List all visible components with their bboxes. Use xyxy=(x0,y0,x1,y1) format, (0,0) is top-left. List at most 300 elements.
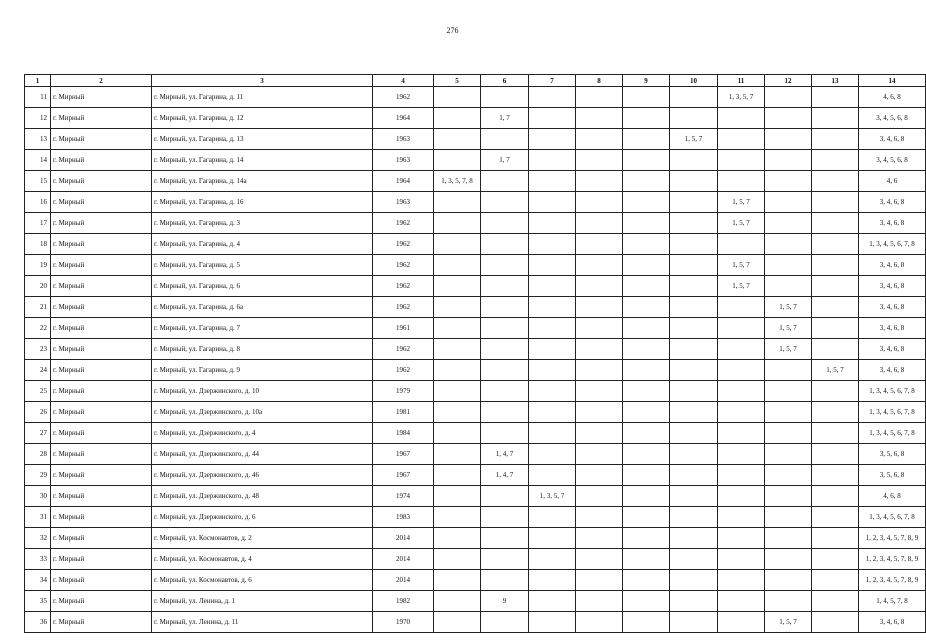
table-cell-col-13 xyxy=(812,528,859,549)
table-cell-col-5 xyxy=(434,150,481,171)
table-cell-col-1: 26 xyxy=(25,402,51,423)
table-cell-col-10 xyxy=(670,276,718,297)
table-cell-col-14: 3, 4, 5, 6, 8 xyxy=(859,108,926,129)
table-cell-col-12 xyxy=(765,129,812,150)
table-cell-col-3: г. Мирный, ул. Гагарина, д. 12 xyxy=(152,108,373,129)
table-cell-col-14: 3, 4, 6, 8 xyxy=(859,612,926,633)
table-cell-col-1: 17 xyxy=(25,213,51,234)
table-cell-col-5 xyxy=(434,255,481,276)
table-cell-col-14: 3, 4, 5, 6, 8 xyxy=(859,150,926,171)
column-header-14: 14 xyxy=(859,75,926,87)
table-cell-col-13 xyxy=(812,297,859,318)
table-cell-col-11 xyxy=(718,108,765,129)
table-cell-col-9 xyxy=(623,486,670,507)
table-cell-col-10 xyxy=(670,465,718,486)
table-cell-col-3: г. Мирный, ул. Дзержинского, д. 48 xyxy=(152,486,373,507)
table-cell-col-11 xyxy=(718,171,765,192)
table-cell-col-1: 28 xyxy=(25,444,51,465)
table-cell-col-4: 1962 xyxy=(373,297,434,318)
table-cell-col-8 xyxy=(576,339,623,360)
table-cell-col-4: 1962 xyxy=(373,234,434,255)
table-cell-col-2: г. Мирный xyxy=(51,192,152,213)
table-cell-col-5 xyxy=(434,444,481,465)
table-cell-col-10 xyxy=(670,318,718,339)
table-cell-col-2: г. Мирный xyxy=(51,465,152,486)
table-row xyxy=(25,192,926,213)
table-cell-col-2: г. Мирный xyxy=(51,591,152,612)
table-cell-col-3: г. Мирный, ул. Гагарина, д. 13 xyxy=(152,129,373,150)
table-cell-col-5 xyxy=(434,108,481,129)
table-cell-col-14: 1, 2, 3, 4, 5, 7, 8, 9 xyxy=(859,528,926,549)
table-row xyxy=(25,570,926,591)
table-cell-col-12 xyxy=(765,213,812,234)
table-row xyxy=(25,360,926,381)
table-cell-col-3: г. Мирный, ул. Ленина, д. 1 xyxy=(152,591,373,612)
table-cell-col-6 xyxy=(481,192,529,213)
table-cell-col-12 xyxy=(765,192,812,213)
table-cell-col-2: г. Мирный xyxy=(51,150,152,171)
table-cell-col-1: 27 xyxy=(25,423,51,444)
table-cell-col-14: 1, 2, 3, 4, 5, 7, 8, 9 xyxy=(859,549,926,570)
table-cell-col-13 xyxy=(812,486,859,507)
table-cell-col-2: г. Мирный xyxy=(51,549,152,570)
table-row xyxy=(25,528,926,549)
table-cell-col-2: г. Мирный xyxy=(51,129,152,150)
table-cell-col-6 xyxy=(481,570,529,591)
column-header-7: 7 xyxy=(529,75,576,87)
table-cell-col-7 xyxy=(529,465,576,486)
table-cell-col-6 xyxy=(481,339,529,360)
table-cell-col-2: г. Мирный xyxy=(51,444,152,465)
table-cell-col-1: 33 xyxy=(25,549,51,570)
table-cell-col-5: 1, 3, 5, 7, 8 xyxy=(434,171,481,192)
table-cell-col-2: г. Мирный xyxy=(51,255,152,276)
table-cell-col-14: 4, 6 xyxy=(859,171,926,192)
table-cell-col-9 xyxy=(623,402,670,423)
table-cell-col-10 xyxy=(670,213,718,234)
table-cell-col-5 xyxy=(434,528,481,549)
table-cell-col-13 xyxy=(812,507,859,528)
table-cell-col-14: 3, 4, 6, 8 xyxy=(859,276,926,297)
table-cell-col-13 xyxy=(812,423,859,444)
table-cell-col-12 xyxy=(765,255,812,276)
table-row xyxy=(25,591,926,612)
table-cell-col-1: 20 xyxy=(25,276,51,297)
table-cell-col-8 xyxy=(576,276,623,297)
table-cell-col-5 xyxy=(434,297,481,318)
table-cell-col-8 xyxy=(576,465,623,486)
table-cell-col-13: 1, 5, 7 xyxy=(812,360,859,381)
table-cell-col-12 xyxy=(765,381,812,402)
table-cell-col-2: г. Мирный xyxy=(51,318,152,339)
table-cell-col-10 xyxy=(670,255,718,276)
table-cell-col-13 xyxy=(812,381,859,402)
table-cell-col-8 xyxy=(576,360,623,381)
table-cell-col-6 xyxy=(481,486,529,507)
table-row xyxy=(25,129,926,150)
table-cell-col-4: 2014 xyxy=(373,570,434,591)
table-cell-col-5 xyxy=(434,339,481,360)
table-row xyxy=(25,171,926,192)
table-row xyxy=(25,276,926,297)
table-cell-col-9 xyxy=(623,381,670,402)
table-cell-col-14: 3, 4, 6, 8 xyxy=(859,129,926,150)
table-cell-col-11 xyxy=(718,591,765,612)
table-cell-col-6 xyxy=(481,528,529,549)
table-cell-col-2: г. Мирный xyxy=(51,108,152,129)
table-cell-col-5 xyxy=(434,507,481,528)
table-cell-col-5 xyxy=(434,192,481,213)
table-cell-col-11 xyxy=(718,234,765,255)
table-cell-col-6 xyxy=(481,213,529,234)
table-cell-col-9 xyxy=(623,108,670,129)
table-cell-col-3: г. Мирный, ул. Гагарина, д. 14а xyxy=(152,171,373,192)
table-cell-col-13 xyxy=(812,612,859,633)
table-cell-col-7 xyxy=(529,150,576,171)
table-cell-col-10 xyxy=(670,87,718,108)
table-cell-col-10 xyxy=(670,381,718,402)
table-cell-col-6: 1, 7 xyxy=(481,150,529,171)
table-cell-col-4: 1970 xyxy=(373,612,434,633)
column-header-5: 5 xyxy=(434,75,481,87)
table-cell-col-8 xyxy=(576,192,623,213)
table-cell-col-1: 11 xyxy=(25,87,51,108)
table-cell-col-10 xyxy=(670,402,718,423)
table-cell-col-14: 1, 4, 5, 7, 8 xyxy=(859,591,926,612)
table-cell-col-9 xyxy=(623,276,670,297)
table-cell-col-8 xyxy=(576,318,623,339)
table-cell-col-4: 1979 xyxy=(373,381,434,402)
table-cell-col-4: 1963 xyxy=(373,129,434,150)
table-row xyxy=(25,234,926,255)
table-cell-col-10 xyxy=(670,297,718,318)
table-cell-col-9 xyxy=(623,150,670,171)
table-cell-col-10 xyxy=(670,549,718,570)
table-cell-col-3: г. Мирный, ул. Гагарина, д. 5 xyxy=(152,255,373,276)
table-cell-col-7 xyxy=(529,591,576,612)
table-cell-col-8 xyxy=(576,129,623,150)
table-cell-col-1: 14 xyxy=(25,150,51,171)
table-cell-col-10 xyxy=(670,591,718,612)
table-cell-col-4: 1962 xyxy=(373,213,434,234)
table-cell-col-3: г. Мирный, ул. Дзержинского, д. 4 xyxy=(152,423,373,444)
table-cell-col-14: 3, 4, 6, 8 xyxy=(859,297,926,318)
table-cell-col-13 xyxy=(812,465,859,486)
table-cell-col-12: 1, 5, 7 xyxy=(765,318,812,339)
column-header-2: 2 xyxy=(51,75,152,87)
table-cell-col-7 xyxy=(529,318,576,339)
data-table xyxy=(24,74,926,633)
table-cell-col-9 xyxy=(623,339,670,360)
table-cell-col-2: г. Мирный xyxy=(51,360,152,381)
table-cell-col-9 xyxy=(623,255,670,276)
table-cell-col-1: 12 xyxy=(25,108,51,129)
table-cell-col-7 xyxy=(529,129,576,150)
table-cell-col-11: 1, 3, 5, 7 xyxy=(718,87,765,108)
table-cell-col-4: 1963 xyxy=(373,192,434,213)
table-cell-col-14: 4, 6, 8 xyxy=(859,87,926,108)
table-cell-col-3: г. Мирный, ул. Гагарина, д. 3 xyxy=(152,213,373,234)
table-cell-col-11 xyxy=(718,465,765,486)
table-cell-col-4: 1982 xyxy=(373,591,434,612)
table-cell-col-14: 3, 4, 6, 8 xyxy=(859,339,926,360)
table-cell-col-6 xyxy=(481,360,529,381)
table-cell-col-7 xyxy=(529,549,576,570)
table-cell-col-9 xyxy=(623,234,670,255)
table-cell-col-6 xyxy=(481,297,529,318)
table-cell-col-4: 1981 xyxy=(373,402,434,423)
table-cell-col-14: 3, 4, 6, 8 xyxy=(859,318,926,339)
table-cell-col-7 xyxy=(529,234,576,255)
table-cell-col-13 xyxy=(812,213,859,234)
table-cell-col-5 xyxy=(434,423,481,444)
table-cell-col-8 xyxy=(576,549,623,570)
table-cell-col-5 xyxy=(434,570,481,591)
table-cell-col-6: 1, 4, 7 xyxy=(481,444,529,465)
table-row xyxy=(25,486,926,507)
table-row xyxy=(25,423,926,444)
table-cell-col-10 xyxy=(670,108,718,129)
table-cell-col-8 xyxy=(576,402,623,423)
table-cell-col-3: г. Мирный, ул. Гагарина, д. 6а xyxy=(152,297,373,318)
table-cell-col-7 xyxy=(529,507,576,528)
table-cell-col-5 xyxy=(434,129,481,150)
table-cell-col-1: 23 xyxy=(25,339,51,360)
table-cell-col-9 xyxy=(623,171,670,192)
table-cell-col-11 xyxy=(718,339,765,360)
table-cell-col-8 xyxy=(576,87,623,108)
table-cell-col-9 xyxy=(623,129,670,150)
table-cell-col-8 xyxy=(576,591,623,612)
table-cell-col-1: 36 xyxy=(25,612,51,633)
table-cell-col-5 xyxy=(434,486,481,507)
table-cell-col-14: 1, 3, 4, 5, 6, 7, 8 xyxy=(859,423,926,444)
table-cell-col-11 xyxy=(718,528,765,549)
table-cell-col-14: 1, 3, 4, 5, 6, 7, 8 xyxy=(859,402,926,423)
table-cell-col-14: 1, 3, 4, 5, 6, 7, 8 xyxy=(859,381,926,402)
table-cell-col-5 xyxy=(434,381,481,402)
table-cell-col-10 xyxy=(670,528,718,549)
table-cell-col-8 xyxy=(576,234,623,255)
table-cell-col-1: 30 xyxy=(25,486,51,507)
column-header-10: 10 xyxy=(670,75,718,87)
column-header-1: 1 xyxy=(25,75,51,87)
table-row xyxy=(25,108,926,129)
table-cell-col-11 xyxy=(718,381,765,402)
table-cell-col-9 xyxy=(623,318,670,339)
table-cell-col-10 xyxy=(670,612,718,633)
table-cell-col-12 xyxy=(765,528,812,549)
table-cell-col-10 xyxy=(670,444,718,465)
table-cell-col-14: 4, 6, 8 xyxy=(859,486,926,507)
table-cell-col-1: 31 xyxy=(25,507,51,528)
table-cell-col-11 xyxy=(718,360,765,381)
table-cell-col-8 xyxy=(576,108,623,129)
column-header-12: 12 xyxy=(765,75,812,87)
table-cell-col-13 xyxy=(812,276,859,297)
table-cell-col-1: 16 xyxy=(25,192,51,213)
table-cell-col-10 xyxy=(670,570,718,591)
table-cell-col-3: г. Мирный, ул. Гагарина, д. 16 xyxy=(152,192,373,213)
table-cell-col-12 xyxy=(765,549,812,570)
table-cell-col-7 xyxy=(529,213,576,234)
table-cell-col-3: г. Мирный, ул. Гагарина, д. 14 xyxy=(152,150,373,171)
table-cell-col-8 xyxy=(576,297,623,318)
table-cell-col-6: 1, 4, 7 xyxy=(481,465,529,486)
table-cell-col-9 xyxy=(623,423,670,444)
table-cell-col-7 xyxy=(529,402,576,423)
table-cell-col-11 xyxy=(718,129,765,150)
table-cell-col-11 xyxy=(718,507,765,528)
table-cell-col-8 xyxy=(576,171,623,192)
table-cell-col-1: 35 xyxy=(25,591,51,612)
table-cell-col-8 xyxy=(576,423,623,444)
table-cell-col-4: 2014 xyxy=(373,549,434,570)
table-cell-col-2: г. Мирный xyxy=(51,213,152,234)
table-cell-col-12 xyxy=(765,171,812,192)
table-cell-col-8 xyxy=(576,528,623,549)
table-cell-col-7: 1, 3, 5, 7 xyxy=(529,486,576,507)
table-cell-col-6 xyxy=(481,276,529,297)
table-cell-col-2: г. Мирный xyxy=(51,423,152,444)
table-cell-col-12 xyxy=(765,591,812,612)
table-cell-col-13 xyxy=(812,402,859,423)
table-cell-col-9 xyxy=(623,591,670,612)
table-cell-col-2: г. Мирный xyxy=(51,339,152,360)
table-cell-col-9 xyxy=(623,549,670,570)
table-cell-col-11 xyxy=(718,549,765,570)
table-cell-col-2: г. Мирный xyxy=(51,381,152,402)
table-cell-col-12 xyxy=(765,444,812,465)
table-cell-col-8 xyxy=(576,570,623,591)
table-cell-col-11: 1, 5, 7 xyxy=(718,192,765,213)
table-cell-col-12 xyxy=(765,423,812,444)
table-cell-col-1: 24 xyxy=(25,360,51,381)
table-cell-col-2: г. Мирный xyxy=(51,234,152,255)
column-header-6: 6 xyxy=(481,75,529,87)
table-cell-col-12 xyxy=(765,570,812,591)
table-row xyxy=(25,465,926,486)
table-cell-col-7 xyxy=(529,360,576,381)
table-cell-col-10 xyxy=(670,234,718,255)
table-cell-col-13 xyxy=(812,591,859,612)
table-row xyxy=(25,612,926,633)
table-cell-col-3: г. Мирный, ул. Ленина, д. 11 xyxy=(152,612,373,633)
table-row xyxy=(25,507,926,528)
table-cell-col-2: г. Мирный xyxy=(51,570,152,591)
table-cell-col-3: г. Мирный, ул. Дзержинского, д. 10а xyxy=(152,402,373,423)
table-cell-col-4: 1962 xyxy=(373,87,434,108)
table-cell-col-7 xyxy=(529,444,576,465)
table-cell-col-3: г. Мирный, ул. Гагарина, д. 7 xyxy=(152,318,373,339)
table-cell-col-6 xyxy=(481,423,529,444)
table-cell-col-3: г. Мирный, ул. Дзержинского, д. 6 xyxy=(152,507,373,528)
table-cell-col-6 xyxy=(481,129,529,150)
table-cell-col-3: г. Мирный, ул. Дзержинского, д. 44 xyxy=(152,444,373,465)
table-row xyxy=(25,213,926,234)
table-cell-col-6 xyxy=(481,381,529,402)
table-cell-col-4: 1967 xyxy=(373,444,434,465)
table-cell-col-10 xyxy=(670,423,718,444)
table-cell-col-3: г. Мирный, ул. Космонавтов, д. 6 xyxy=(152,570,373,591)
table-cell-col-9 xyxy=(623,213,670,234)
table-cell-col-1: 34 xyxy=(25,570,51,591)
table-cell-col-11 xyxy=(718,318,765,339)
table-cell-col-3: г. Мирный, ул. Дзержинского, д. 10 xyxy=(152,381,373,402)
table-cell-col-3: г. Мирный, ул. Гагарина, д. 6 xyxy=(152,276,373,297)
table-cell-col-13 xyxy=(812,549,859,570)
table-cell-col-3: г. Мирный, ул. Гагарина, д. 8 xyxy=(152,339,373,360)
table-cell-col-4: 1983 xyxy=(373,507,434,528)
table-cell-col-7 xyxy=(529,276,576,297)
table-cell-col-1: 29 xyxy=(25,465,51,486)
table-cell-col-5 xyxy=(434,549,481,570)
table-cell-col-13 xyxy=(812,87,859,108)
table-cell-col-6 xyxy=(481,318,529,339)
table-cell-col-11: 1, 5, 7 xyxy=(718,213,765,234)
table-cell-col-5 xyxy=(434,276,481,297)
table-cell-col-6 xyxy=(481,549,529,570)
table-cell-col-5 xyxy=(434,234,481,255)
table-cell-col-13 xyxy=(812,171,859,192)
table-cell-col-10: 1, 5, 7 xyxy=(670,129,718,150)
table-cell-col-12 xyxy=(765,108,812,129)
table-cell-col-12 xyxy=(765,360,812,381)
table-cell-col-3: г. Мирный, ул. Космонавтов, д. 2 xyxy=(152,528,373,549)
table-cell-col-12: 1, 5, 7 xyxy=(765,339,812,360)
table-cell-col-13 xyxy=(812,255,859,276)
table-cell-col-14: 3, 4, 6, 8 xyxy=(859,360,926,381)
table-cell-col-3: г. Мирный, ул. Гагарина, д. 9 xyxy=(152,360,373,381)
table-cell-col-11 xyxy=(718,444,765,465)
table-cell-col-5 xyxy=(434,402,481,423)
table-cell-col-10 xyxy=(670,360,718,381)
table-cell-col-3: г. Мирный, ул. Дзержинского, д. 46 xyxy=(152,465,373,486)
table-cell-col-10 xyxy=(670,486,718,507)
table-cell-col-6 xyxy=(481,612,529,633)
table-cell-col-14: 1, 2, 3, 4, 5, 7, 8, 9 xyxy=(859,570,926,591)
table-cell-col-6 xyxy=(481,402,529,423)
table-cell-col-4: 1962 xyxy=(373,255,434,276)
column-header-4: 4 xyxy=(373,75,434,87)
table-cell-col-13 xyxy=(812,234,859,255)
table-cell-col-7 xyxy=(529,612,576,633)
table-cell-col-9 xyxy=(623,570,670,591)
table-cell-col-3: г. Мирный, ул. Космонавтов, д. 4 xyxy=(152,549,373,570)
table-cell-col-6 xyxy=(481,255,529,276)
table-row xyxy=(25,150,926,171)
table-cell-col-7 xyxy=(529,381,576,402)
header-row xyxy=(25,75,926,87)
table-cell-col-5 xyxy=(434,591,481,612)
table-cell-col-9 xyxy=(623,360,670,381)
table-cell-col-12 xyxy=(765,150,812,171)
table-cell-col-6 xyxy=(481,171,529,192)
table-cell-col-12 xyxy=(765,276,812,297)
table-cell-col-9 xyxy=(623,297,670,318)
column-header-13: 13 xyxy=(812,75,859,87)
table-cell-col-5 xyxy=(434,318,481,339)
table-cell-col-12 xyxy=(765,486,812,507)
table-row xyxy=(25,402,926,423)
page-number: 276 xyxy=(446,26,459,35)
table-cell-col-3: г. Мирный, ул. Гагарина, д. 11 xyxy=(152,87,373,108)
table-cell-col-4: 2014 xyxy=(373,528,434,549)
table-cell-col-4: 1962 xyxy=(373,339,434,360)
table-cell-col-7 xyxy=(529,108,576,129)
table-cell-col-8 xyxy=(576,150,623,171)
table-cell-col-14: 3, 4, 6, 8 xyxy=(859,255,926,276)
